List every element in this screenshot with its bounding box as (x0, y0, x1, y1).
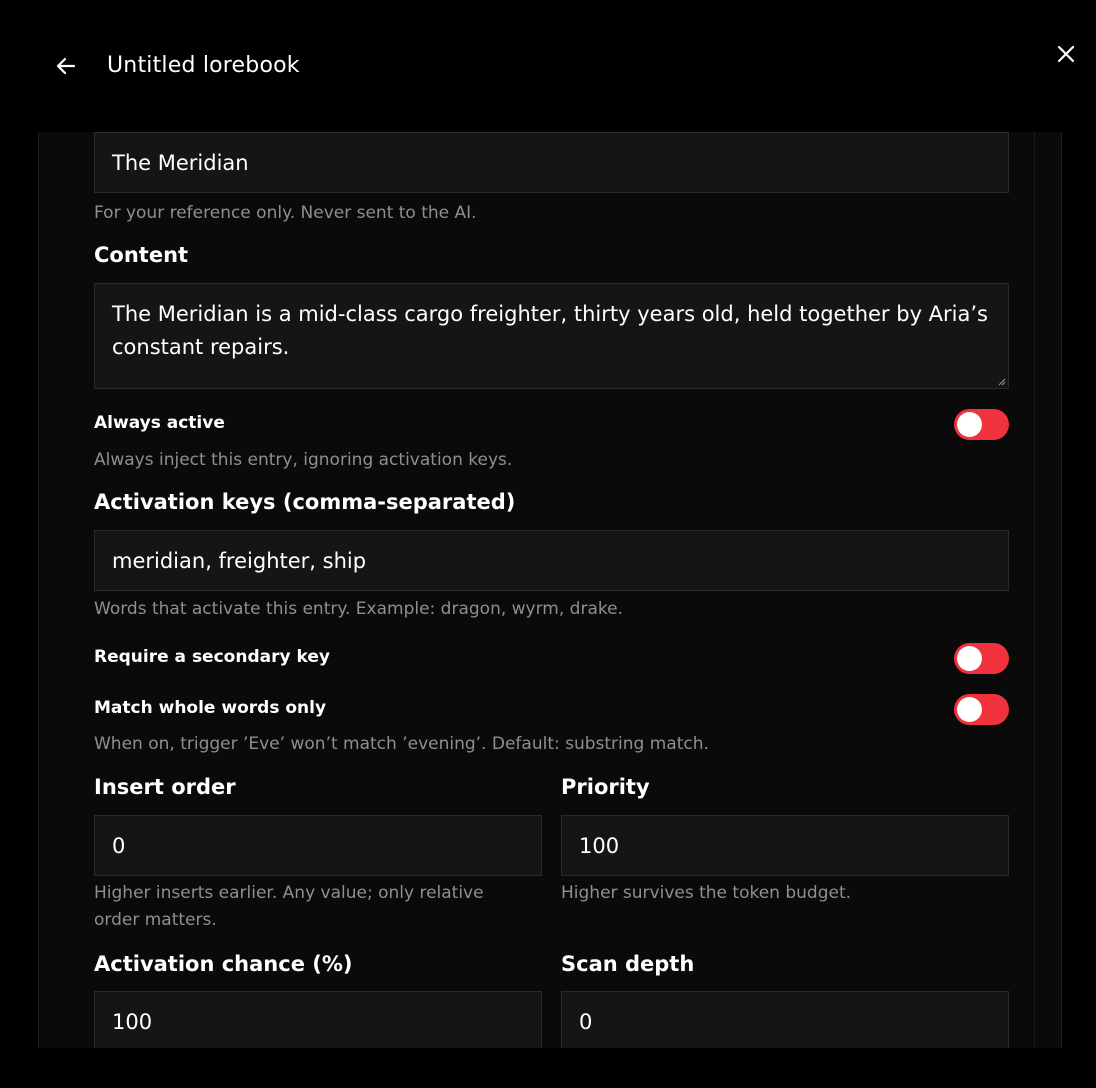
toggle-knob (957, 697, 982, 722)
scan-depth-input[interactable] (561, 991, 1009, 1048)
secondary-key-toggle[interactable] (954, 643, 1009, 674)
activation-keys-input[interactable] (94, 530, 1009, 591)
dialog-header (0, 0, 1096, 132)
activation-chance-value: 100 (112, 1009, 153, 1034)
whole-words-help: When on, trigger ’Eve’ won’t match ’evening’. Default: substring match. (94, 734, 709, 754)
content-textarea[interactable] (94, 283, 1009, 389)
activation-chance-input[interactable] (94, 991, 542, 1048)
always-active-toggle[interactable] (954, 409, 1009, 440)
insert-order-input[interactable] (94, 815, 542, 876)
entry-name-input[interactable] (94, 132, 1009, 193)
activation-chance-label: Activation chance (%) (94, 952, 353, 976)
secondary-key-label: Require a secondary key (94, 647, 330, 667)
arrow-left-icon (54, 54, 78, 78)
page-title: Untitled lorebook (107, 53, 300, 78)
close-icon (1055, 43, 1077, 65)
entry-form (39, 132, 1035, 1048)
entry-editor-panel (38, 132, 1062, 1048)
activation-keys-label: Activation keys (comma-separated) (94, 490, 516, 514)
scan-depth-label: Scan depth (561, 952, 695, 976)
close-button[interactable] (1052, 40, 1080, 68)
whole-words-toggle[interactable] (954, 694, 1009, 725)
toggle-knob (957, 412, 982, 437)
priority-label: Priority (561, 775, 650, 799)
always-active-label: Always active (94, 413, 225, 433)
back-button[interactable] (52, 52, 80, 80)
priority-help: Higher survives the token budget. (561, 883, 852, 903)
activation-keys-value: meridian, freighter, ship (112, 548, 367, 573)
toggle-knob (957, 646, 982, 671)
entry-name-help: For your reference only. Never sent to the AI. (94, 203, 477, 223)
scan-depth-value: 0 (579, 1009, 593, 1034)
content-label: Content (94, 243, 189, 267)
priority-input[interactable] (561, 815, 1009, 876)
activation-keys-help: Words that activate this entry. Example: dragon, wyrm, drake. (94, 599, 623, 619)
whole-words-label: Match whole words only (94, 698, 327, 718)
resize-grip-icon[interactable] (997, 377, 1006, 386)
always-active-help: Always inject this entry, ignoring activation keys. (94, 450, 513, 470)
entry-name-value: The Meridian (112, 150, 249, 175)
priority-value: 100 (579, 833, 620, 858)
insert-order-label: Insert order (94, 775, 236, 799)
insert-order-help: Higher inserts earlier. Any value; only relative order matters. (94, 883, 484, 930)
insert-order-value: 0 (112, 833, 126, 858)
content-value: The Meridian is a mid-class cargo freighter, thirty years old, held together by Aria’s constant repairs. (112, 302, 988, 359)
